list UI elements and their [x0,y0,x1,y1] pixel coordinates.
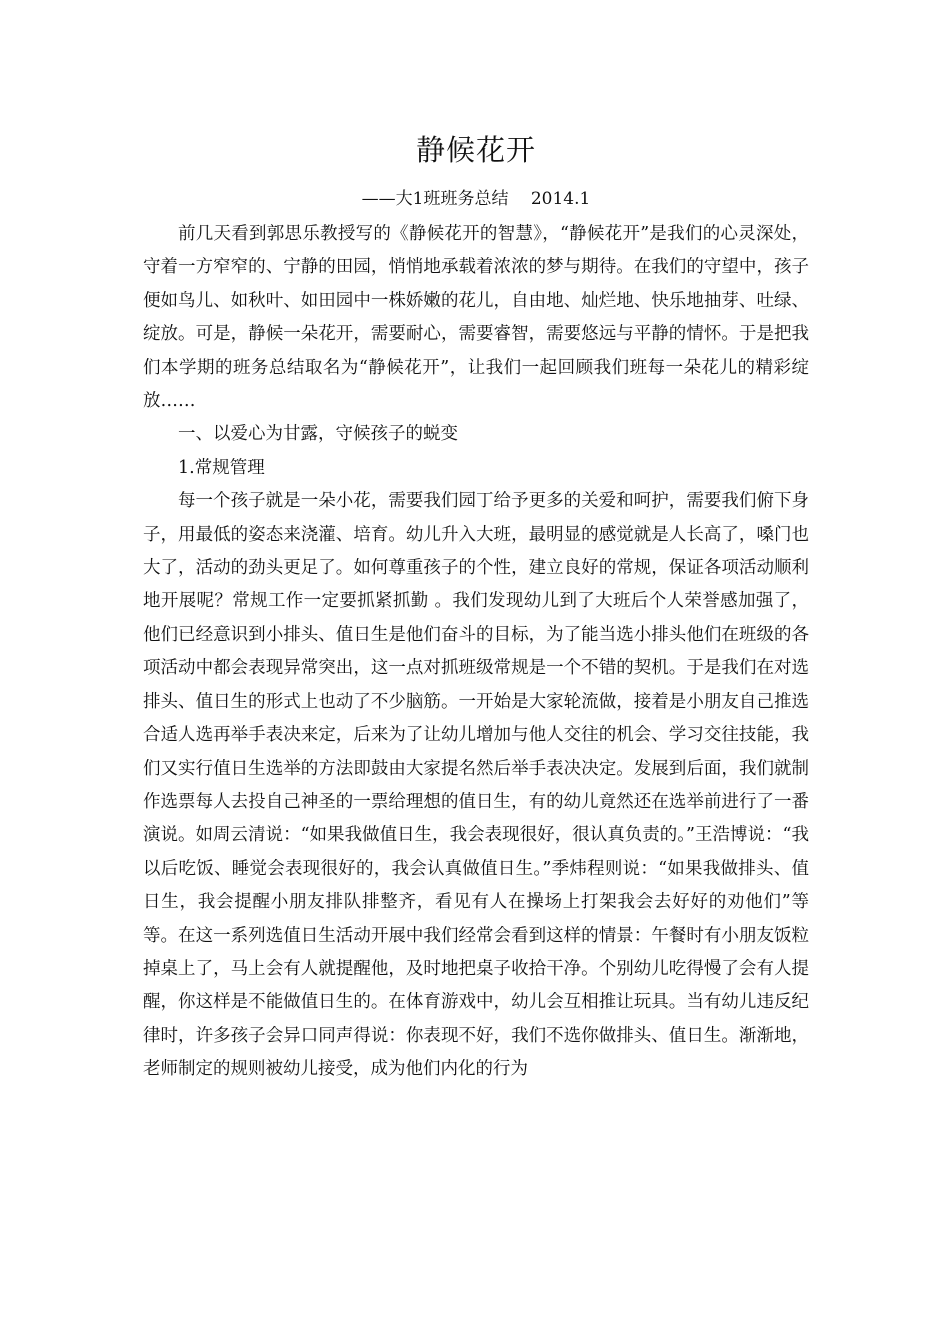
subsection-heading: 1.常规管理 [178,457,265,478]
document-title: 静候花开 [415,133,536,167]
document-page [143,128,809,1087]
body-paragraph: 每一个孩子就是一朵小花，需要我们园丁给予更多的关爱和呵护，需要我们俯下身子，用最低的姿态来浇灌、培育。幼儿升入大班，最明显的感觉就是人长高了，嗓门也大了，活动的劲头更足了。如何尊重孩子的个性，建立良好的常规，保证各项活动顺利地开展呢？常规工作一定要抓紧抓勤 。我们发现幼儿到了大班后个人荣誉感加强了，他们已经意识到小排头、值日生是他们奋斗的目标，为了能当选小排头他们在班级的各项活动中都会表现异常突出，这一点对抓班级常规是一个不错的契机。于是我们在对选排头、值日生的形式上也动了不少脑筋。一开始是大家轮流做，接着是小朋友自己推选合适人选再举手表决来定，后来为了让幼儿增加与他人交往的机会、学习交往技能，我们又实行值日生选举的方法即鼓由大家提名然后举手表决决定。发展到后面，我们就制作选票每人去投自己神圣的一票给理想的值日生，有的幼儿竟然还在选举前进行了一番演说。如周云清说：“如果我做值日生，我会表现很好，很认真负责的。”王浩博说：“我以后吃饭、睡觉会表现很好的，我会认真做值日生。”季炜程则说：“如果我做排头、值日生，我会提醒小朋友排队排整齐，看见有人在操场上打架我会去好好的劝他们”等等。在这一系列选值日生活动开展中我们经常会看到这样的情景：午餐时有小朋友饭粒掉桌上了，马上会有人就提醒他，及时地把桌子收拾干净。个别幼儿吃得慢了会有人提醒，你这样是不能做值日生的。在体育游戏中，幼儿会互相推让玩具。当有幼儿违反纪律时，许多孩子会异口同声得说：你表现不好，我们不选你做排头、值日生。渐渐地，老师制定的规则被幼儿接受，成为他们内化的行为 [143,491,809,1080]
intro-paragraph: 前几天看到郭思乐教授写的《静候花开的智慧》，“静候花开”是我们的心灵深处，守着一方窄窄的、宁静的田园，悄悄地承载着浓浓的梦与期待。在我们的守望中，孩子便如鸟儿、如秋叶、如田园中一株娇嫩的花儿，自由地、灿烂地、快乐地抽芽、吐绿、绽放。可是，静候一朵花开，需要耐心，需要睿智，需要悠远与平静的情怀。于是把我们本学期的班务总结取名为“静候花开”，让我们一起回顾我们班每一朵花儿的精彩绽放…… [143,224,809,412]
section-heading: 一、以爱心为甘露，守候孩子的蜕变 [178,424,458,445]
document-subtitle: ——大1班班务总结 2014.1 [361,189,591,209]
